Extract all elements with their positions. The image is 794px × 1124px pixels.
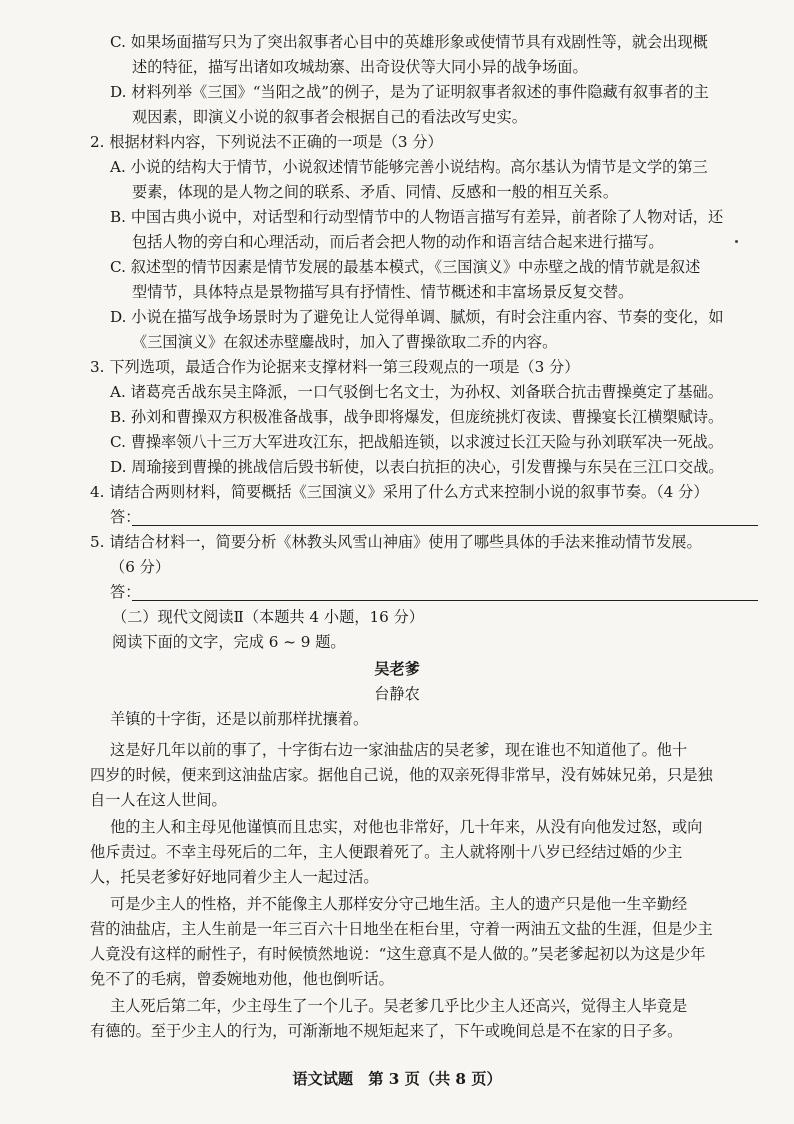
q4-answer-line[interactable] <box>132 525 758 526</box>
q3-stem: 3. 下列选项，最适合作为论据来支撑材料一第三段观点的一项是（3 分） <box>90 358 580 376</box>
q5-answer-line[interactable] <box>132 600 758 601</box>
q2-option-a-line2: 要素，体现的是人物之间的联系、矛盾、同情、反感和一般的相互关系。 <box>132 183 618 201</box>
section-heading: （二）现代文阅读Ⅱ（本题共 4 小题，16 分） <box>112 608 424 626</box>
q2-option-a-line1: A. 小说的结构大于情节，小说叙述情节能够完善小说结构。高尔基认为情节是文学的第三 <box>110 158 708 176</box>
story-paragraph-4-line4: 免不了的毛病，曾委婉地劝他，他也倒听话。 <box>90 970 394 988</box>
q2-stem: 2. 根据材料内容，下列说法不正确的一项是（3 分） <box>90 133 443 151</box>
q5-answer-label: 答： <box>110 583 141 601</box>
q3-option-d: D. 周瑜接到曹操的挑战信后毁书斩使，以表白抗拒的决心，引发曹操与东吴在三江口交战。 <box>110 458 724 476</box>
page-footer: 语文试题 第 3 页（共 8 页） <box>292 1070 502 1088</box>
q5-stem-line1: 5. 请结合材料一，简要分析《林教头风雪山神庙》使用了哪些具体的手法来推动情节发展。 <box>90 533 702 551</box>
story-paragraph-2-line3: 自一人在这人世间。 <box>90 791 227 809</box>
story-paragraph-3-line1: 他的主人和主母见他谨慎而且忠实，对他也非常好，几十年来，从没有向他发过怒，或向 <box>110 818 703 836</box>
q2-option-d-line1: D. 小说在描写战争场景时为了避免让人觉得单调、腻烦，有时会注重内容、节奏的变化，如 <box>110 308 724 326</box>
q3-option-c: C. 曹操率领八十三万大军进攻江东，把战船连锁，以求渡过长江天险与孙刘联军决一死战。 <box>110 433 724 451</box>
story-paragraph-2-line2: 四岁的时候，便来到这油盐店家。据他自己说，他的双亲死得非常早，没有姊妹兄弟，只是独 <box>90 766 713 784</box>
story-author: 台静农 <box>374 685 420 703</box>
story-paragraph-3-line2: 他斥责过。不幸主母死后的二年，主人便跟着死了。主人就将刚十八岁已经结过婚的少主 <box>90 843 683 861</box>
q2-option-c-line2: 型情节，具体特点是景物描写具有抒情性、情节概述和丰富场景反复交替。 <box>132 283 634 301</box>
q2-option-b-line1: B. 中国古典小说中，对话型和行动型情节中的人物语言描写有差异，前者除了人物对话，还 <box>110 208 724 226</box>
story-paragraph-5-line2: 有德的。至于少主人的行为，可渐渐地不规矩起来了，下午或晚间总是不在家的日子多。 <box>90 1022 683 1040</box>
story-paragraph-4-line3: 人竟没有这样的耐性子，有时候愤然地说：“这生意真不是人做的。”吴老爹起初以为这是少年 <box>90 945 706 963</box>
q4-answer-label: 答： <box>110 508 141 526</box>
story-paragraph-4-line1: 可是少主人的性格，并不能像主人那样安分守己地生活。主人的遗产只是他一生辛勤经 <box>110 895 688 913</box>
story-paragraph-1: 羊镇的十字街，还是以前那样扰攘着。 <box>110 710 369 728</box>
q2-option-b-line2: 包括人物的旁白和心理活动，而后者会把人物的动作和语言结合起来进行描写。 <box>132 233 664 251</box>
q4-stem: 4. 请结合两则材料，简要概括《三国演义》采用了什么方式来控制小说的叙事节奏。（4 分） <box>90 483 709 501</box>
story-paragraph-3-line3: 人，托吴老爹好好地同着少主人一起过活。 <box>90 868 379 886</box>
section-instruction: 阅读下面的文字，完成 6 ~ 9 题。 <box>112 633 346 651</box>
story-paragraph-4-line2: 营的油盐店，主人生前是一年三百六十日地坐在柜台里，守着一两油五文盐的生涯，但是少主 <box>90 920 713 938</box>
q5-stem-line2: （6 分） <box>110 558 171 576</box>
q3-option-a: A. 诸葛亮舌战东吴主降派，一口气驳倒七名文士，为孙权、刘备联合抗击曹操奠定了基础。 <box>110 383 723 401</box>
q1-option-c-line2: 述的特征，描写出诸如攻城劫寨、出奇设伏等大同小异的战争场面。 <box>132 58 588 76</box>
q2-option-d-line2: 《三国演义》在叙述赤壁鏖战时，加入了曹操欲取二乔的内容。 <box>132 333 558 351</box>
q3-option-b: B. 孙刘和曹操双方积极准备战事，战争即将爆发，但庞统挑灯夜读、曹操宴长江横槊赋诗。 <box>110 408 724 426</box>
q1-option-c-line1: C. 如果场面描写只为了突出叙事者心目中的英雄形象或使情节具有戏剧性等，就会出现概 <box>110 33 708 51</box>
story-paragraph-5-line1: 主人死后第二年，少主母生了一个儿子。吴老爹几乎比少主人还高兴，觉得主人毕竟是 <box>110 997 688 1015</box>
story-title: 吴老爹 <box>374 660 420 678</box>
story-paragraph-2-line1: 这是好几年以前的事了，十字街右边一家油盐店的吴老爹，现在谁也不知道他了。他十 <box>110 741 688 759</box>
q2-option-c-line1: C. 叙述型的情节因素是情节发展的最基本模式，《三国演义》中赤壁之战的情节就是叙述 <box>110 258 701 276</box>
q1-option-d-line1: D. 材料列举《三国》“当阳之战”的例子，是为了证明叙事者叙述的事件隐藏有叙事者的主 <box>110 83 709 101</box>
q1-option-d-line2: 观因素，即演义小说的叙事者会根据自己的看法改写史实。 <box>132 108 527 126</box>
speck-mark <box>735 240 738 243</box>
